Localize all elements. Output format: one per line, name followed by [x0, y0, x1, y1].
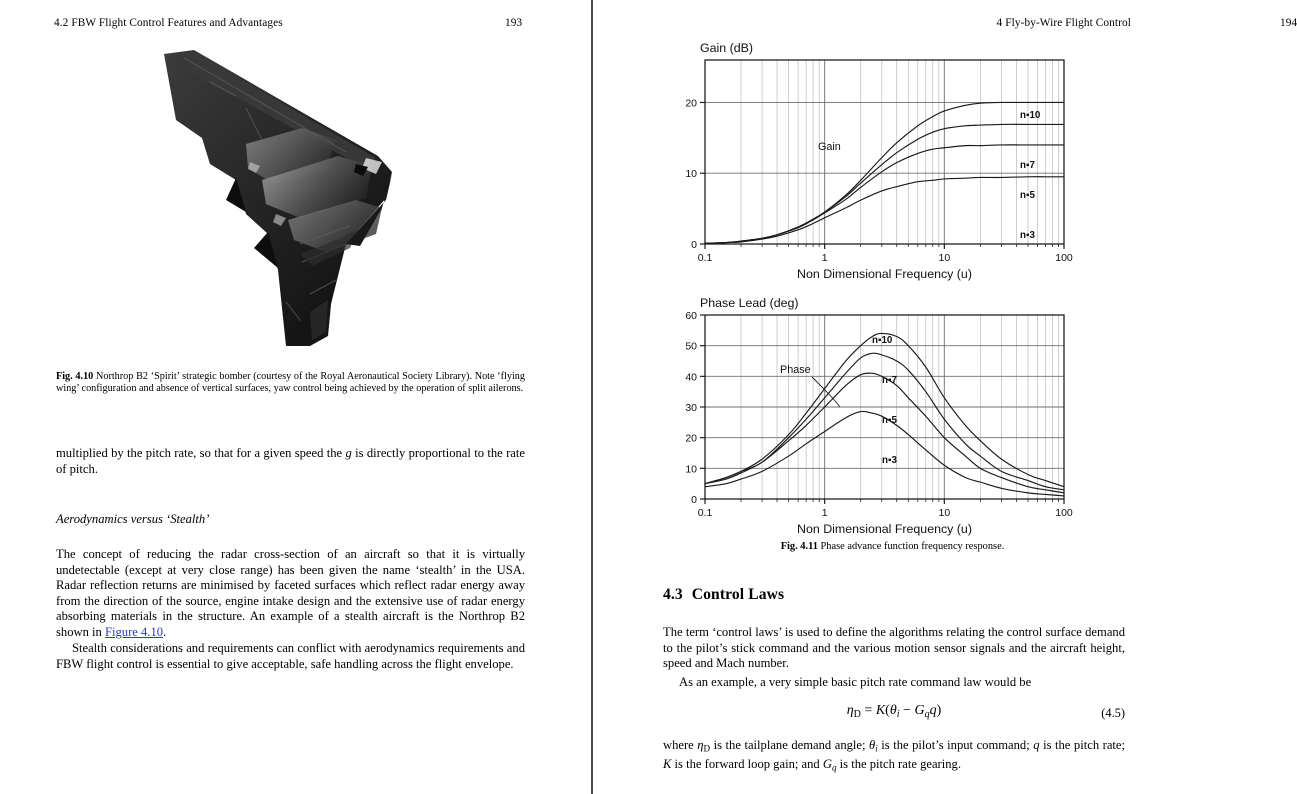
y-tick-label: 60: [685, 310, 697, 322]
figure-4-10-caption: [56, 371, 525, 396]
x-tick-label: 1: [821, 252, 828, 264]
series-curve-n-7: [705, 124, 1064, 243]
series-label-n-10: n▪10: [1020, 110, 1041, 121]
chart-title: Gain (dB): [700, 41, 754, 55]
series-label-n-3: n▪3: [1020, 230, 1035, 241]
left-running-head: 4.2 FBW Flight Control Features and Advantages: [54, 17, 283, 29]
page-divider: [591, 0, 593, 794]
y-tick-label: 50: [685, 340, 697, 353]
gain-chart: [660, 40, 1120, 280]
x-tick-label: 100: [1055, 507, 1073, 519]
series-curve-n-3: [705, 177, 1064, 244]
y-tick-label: 0: [691, 239, 697, 251]
y-tick-label: 20: [685, 97, 697, 110]
x-tick-label: 0.1: [697, 252, 713, 264]
equation-4-5-number: (4.5): [1101, 706, 1125, 720]
section-heading-4-3: [663, 586, 784, 604]
y-tick-label: 20: [685, 432, 697, 445]
paragraph-control-laws-1: The term ‘control laws’ is used to define the algorithms relating the control surface demand to the pilot’s stick command and the various motion sensor signals and the aircraft height, speed and Mach number.: [663, 625, 1125, 671]
paragraph-control-laws-3: where $\eta_D$ is the tailplane demand angle; $\theta_i$ is the pilot’s input command; q is the pitch rate; K is the forward loop gain; and $G_q$ is the pitch rate gearing.: [663, 738, 1126, 773]
section-number: 4.3: [663, 586, 683, 603]
paragraph-stealth-a: The concept of reducing the radar cross-section of an aircraft so that it is virtually undetectable (except at very close range) has been given the name ‘stealth’ in the USA. Radar reflection returns are minimised by faceted surfaces which reflect radar energy away from the direction of the source, engine intake design and the extensive use of radar energy absorbing materials in the structure. An example of a stealth aircraft is the Northrop B2 shown in Figure 4.10.: [56, 547, 525, 639]
y-tick-label: 0: [691, 494, 697, 506]
b2-bomber-illustration: [150, 48, 432, 353]
section-title: Control Laws: [691, 586, 785, 603]
x-tick-label: 0.1: [697, 507, 713, 519]
chart-annotation: Phase: [780, 364, 811, 376]
figure-4-10-photo: [150, 48, 432, 353]
paragraph-control-laws-2: As an example, a very simple basic pitch rate command law would be: [679, 675, 1032, 689]
y-tick-label: 40: [685, 371, 697, 384]
left-page-number: 193: [505, 17, 523, 29]
figure-4-11-caption-text: Phase advance function frequency response.: [817, 541, 1005, 552]
figure-4-11-caption: [660, 541, 1125, 554]
left-page: [0, 0, 592, 794]
series-label-n-7: n▪7: [1020, 160, 1035, 171]
paragraph-stealth-b: Stealth considerations and requirements can conflict with aerodynamics requirements and FBW flight control is essential to give acceptable, safe handling across the flight envelope.: [56, 641, 525, 671]
figure-4-10-link[interactable]: Figure 4.10: [104, 624, 164, 639]
phase-chart-svg: [660, 295, 1120, 535]
equation-4-5-row: [663, 703, 1125, 729]
x-tick-label: 10: [938, 252, 951, 264]
y-tick-label: 30: [685, 402, 697, 414]
equation-4-5: $\eta_D = K(\theta_i - G_qq)$: [846, 703, 942, 720]
x-tick-label: 10: [938, 507, 951, 519]
phase-chart: [660, 295, 1120, 535]
x-tick-label: 1: [821, 507, 828, 519]
right-running-head: 4 Fly-by-Wire Flight Control: [996, 17, 1131, 29]
y-tick-label: 10: [685, 168, 697, 181]
series-label-n-3: n▪3: [882, 455, 897, 466]
series-curve-n-5: [705, 145, 1064, 243]
gain-chart-svg: [660, 40, 1120, 280]
x-tick-label: 100: [1055, 252, 1073, 264]
series-label-n-5: n▪5: [1020, 190, 1035, 201]
chart-title: Phase Lead (deg): [700, 296, 799, 310]
series-label-n-10: n▪10: [872, 335, 893, 346]
figure-4-11-label: Fig. 4.11: [780, 541, 818, 552]
series-label-n-5: n▪5: [882, 415, 897, 426]
subheading-aerodynamics-vs-stealth: Aerodynamics versus ‘Stealth’: [56, 512, 210, 526]
y-tick-label: 10: [685, 463, 697, 476]
figure-4-10-label: Fig. 4.10: [56, 371, 94, 382]
series-label-n-7: n▪7: [882, 375, 897, 386]
right-page-number: 194: [1280, 17, 1297, 29]
chart-annotation: Gain: [818, 141, 841, 153]
x-axis-label: Non Dimensional Frequency (u): [797, 267, 972, 281]
x-axis-label: Non Dimensional Frequency (u): [797, 522, 972, 536]
figure-4-10-caption-text: Northrop B2 ‘Spirit’ strategic bomber (courtesy of the Royal Aeronautical Society Library). Note ‘flying wing’ configuration and absence of vertical surfaces, yaw control being achieved by the operation of split ailerons.: [56, 371, 525, 395]
paragraph-multiplied: multiplied by the pitch rate, so that for a given speed the g is directly proportional to the rate of pitch.: [56, 446, 525, 476]
